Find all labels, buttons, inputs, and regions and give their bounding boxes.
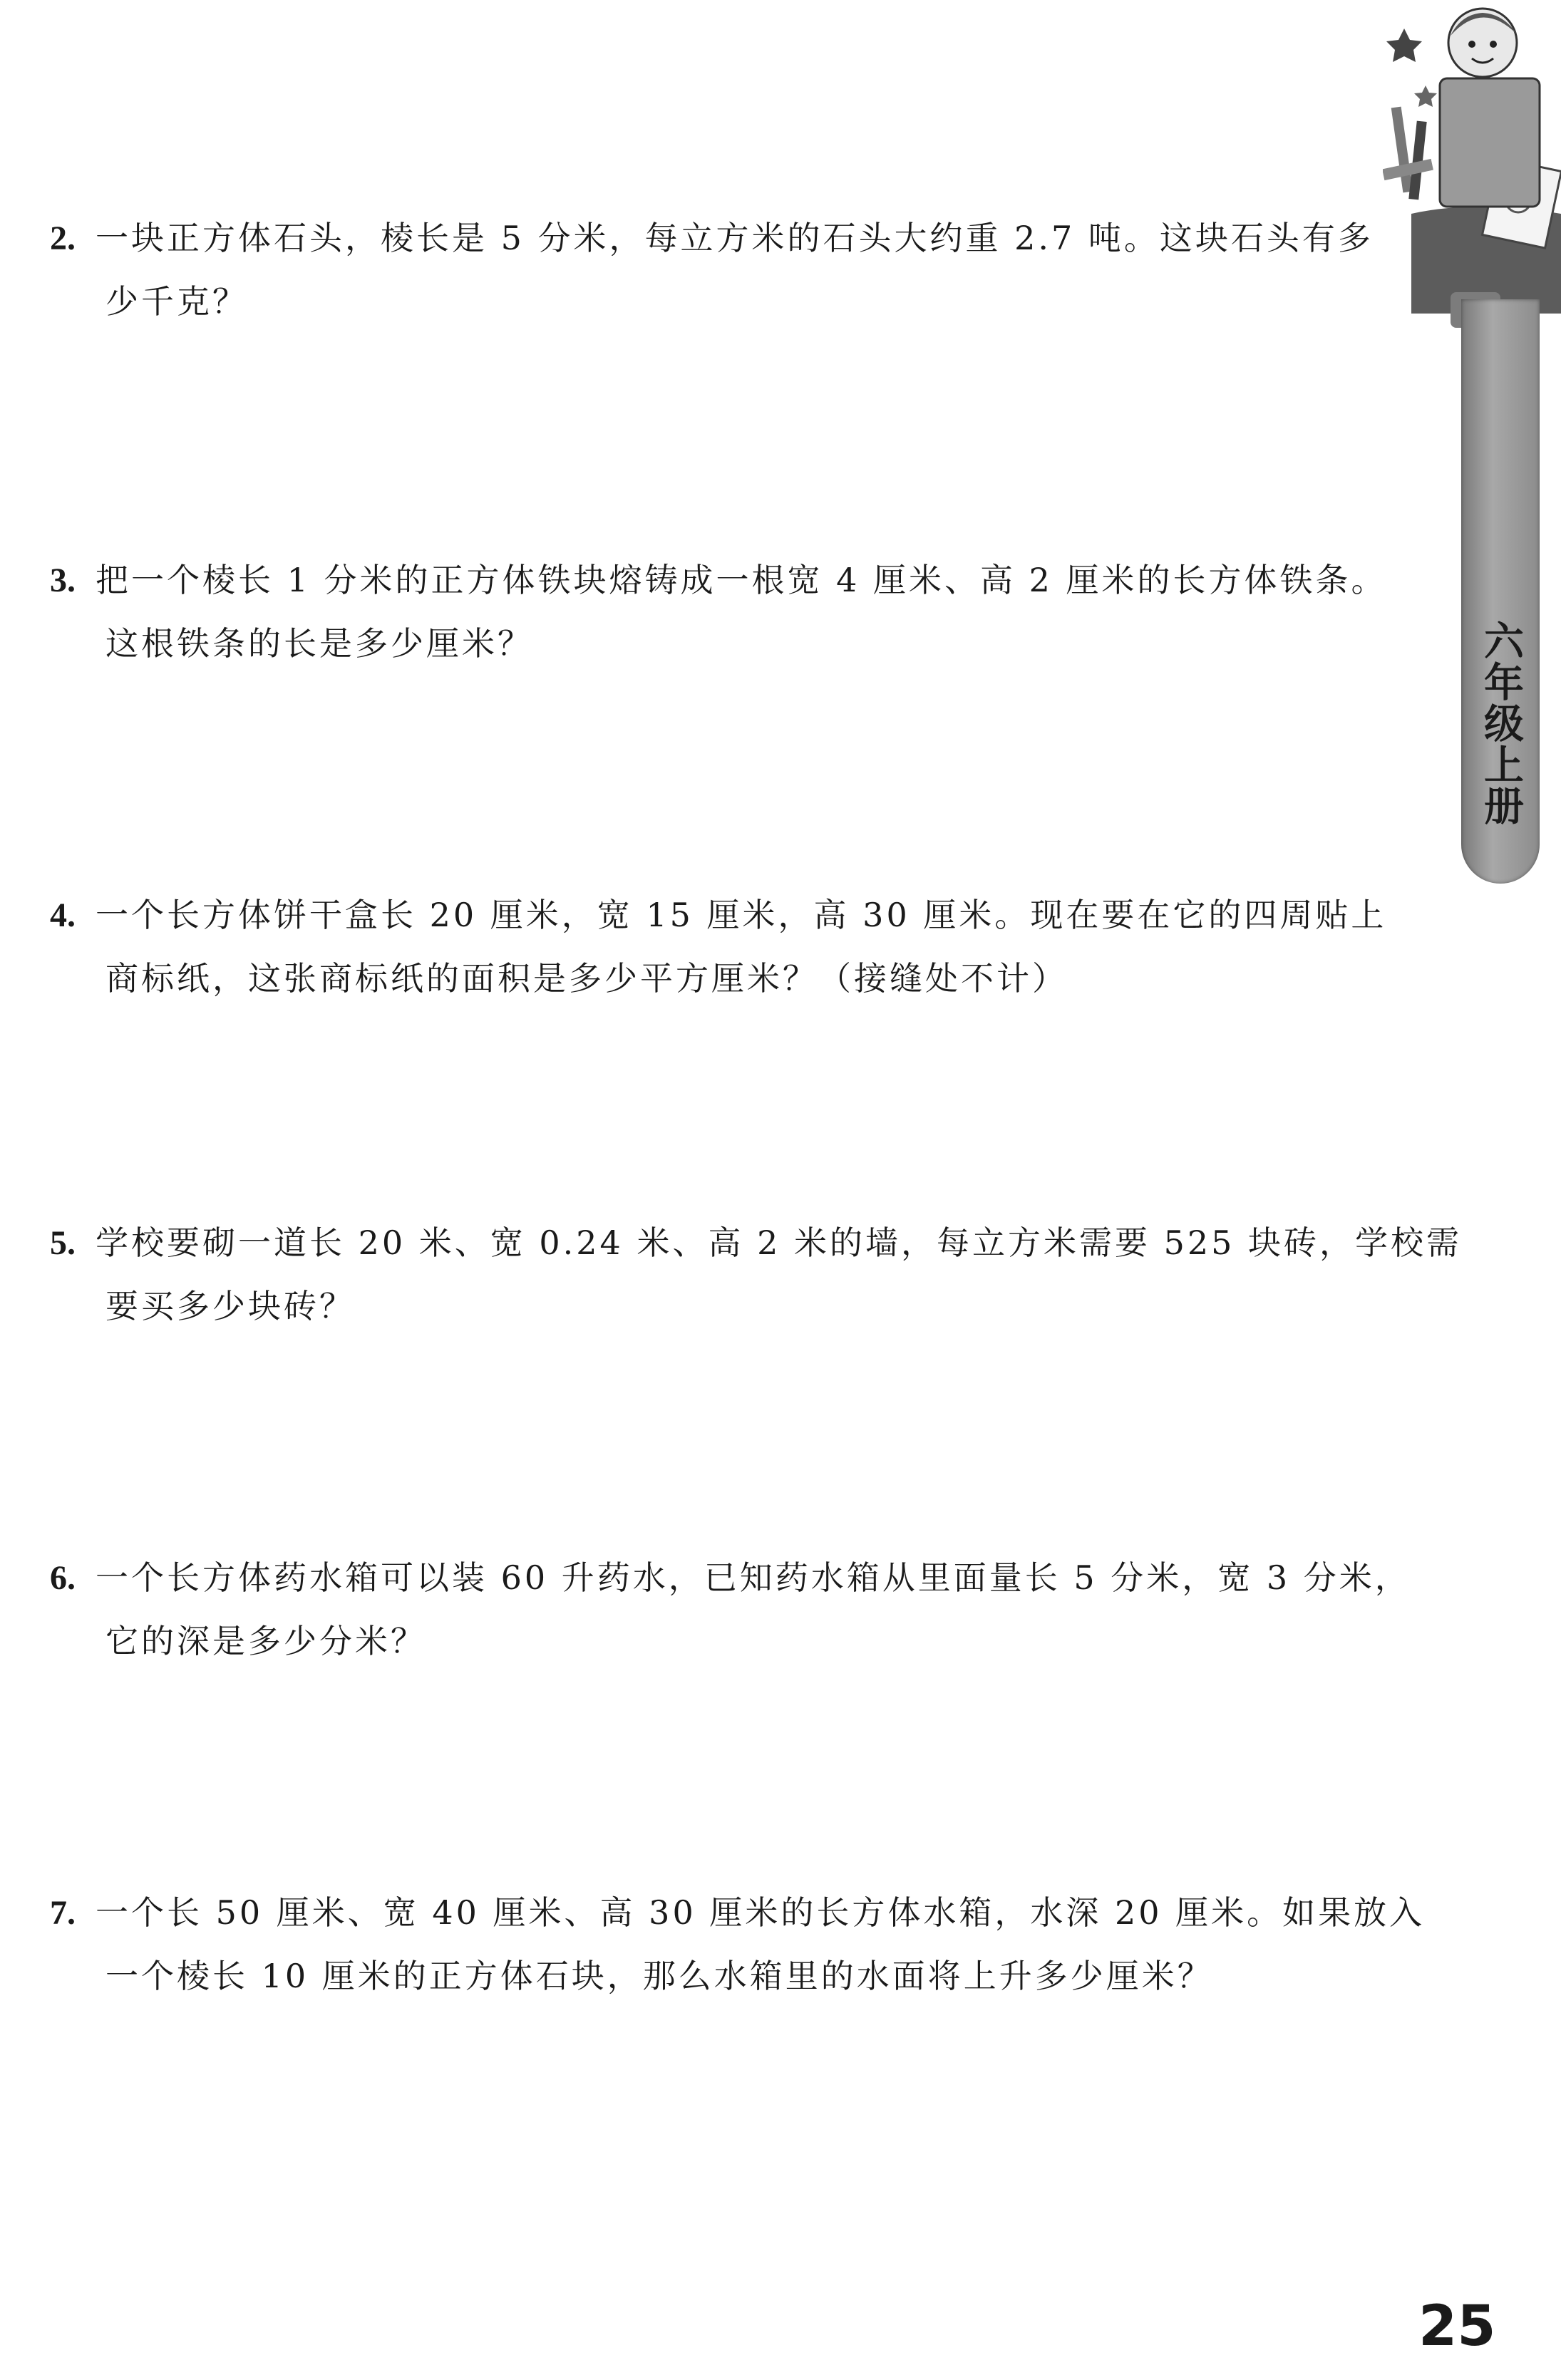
problem-text-line1: 一块正方体石头，棱长是 5 分米，每立方米的石头大约重 2.7 吨。这块石头有多: [96, 219, 1374, 257]
problem-number: 2.: [50, 219, 76, 257]
problem-5: [50, 1211, 1462, 1338]
problem-text-line2: 一个棱长 10 厘米的正方体石块，那么水箱里的水面将上升多少厘米？: [105, 1957, 1213, 1995]
side-tab-label: 六年级上册: [1478, 620, 1524, 827]
problem-text-line1: 把一个棱长 1 分米的正方体铁块熔铸成一根宽 4 厘米、高 2 厘米的长方体铁条。: [96, 561, 1387, 599]
problem-number: 3.: [50, 562, 76, 599]
problem-text-line2: 要买多少块砖？: [105, 1287, 355, 1325]
problem-number: 6.: [50, 1559, 76, 1597]
problem-text-line2: 这根铁条的长是多少厘米？: [105, 624, 533, 663]
problem-3: [50, 549, 1418, 675]
side-tab: [1461, 299, 1540, 884]
problem-4: [50, 884, 1418, 1010]
problem-text-line2: 它的深是多少分米？: [105, 1622, 426, 1660]
problem-text-line1: 一个长方体药水箱可以装 60 升药水，已知药水箱从里面量长 5 分米，宽 3 分米，: [96, 1558, 1411, 1597]
problem-text-line1: 一个长 50 厘米、宽 40 厘米、高 30 厘米的长方体水箱，水深 20 厘米。如果放入: [96, 1893, 1426, 1932]
page-number: 25: [1418, 2294, 1496, 2359]
problem-text-line1: 一个长方体饼干盒长 20 厘米，宽 15 厘米，高 30 厘米。现在要在它的四周贴上: [96, 896, 1387, 934]
problem-text-line2: 商标纸，这张商标纸的面积是多少平方厘米？（接缝处不计）: [105, 959, 1068, 998]
problem-number: 7.: [50, 1894, 76, 1932]
problem-2: [50, 207, 1418, 333]
problem-7: [50, 1881, 1426, 2007]
problem-number: 5.: [50, 1224, 76, 1262]
problem-number: 4.: [50, 896, 76, 934]
problem-text-line1: 学校要砌一道长 20 米、宽 0.24 米、高 2 米的墙，每立方米需要 525 块砖，学校需: [96, 1223, 1462, 1262]
problem-6: [50, 1546, 1418, 1672]
problem-text-line2: 少千克？: [105, 282, 248, 321]
